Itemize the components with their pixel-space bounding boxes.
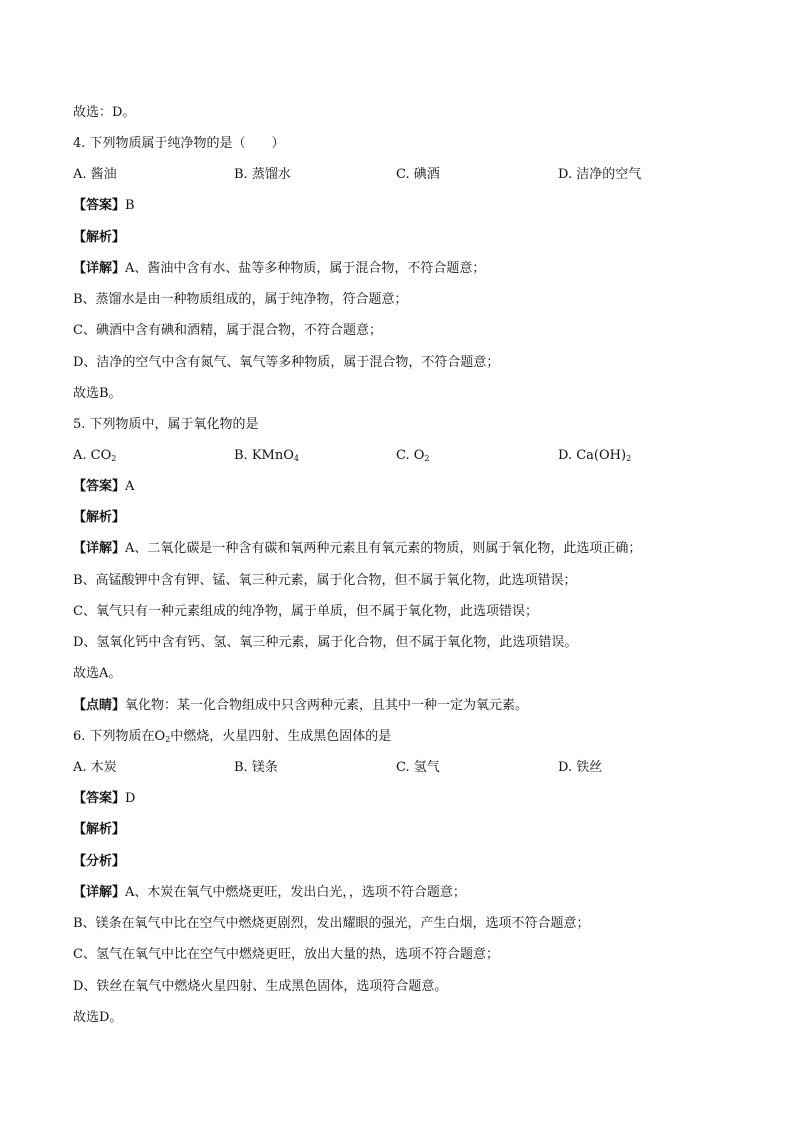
- q4-detail-c: C、碘酒中含有碘和酒精，属于混合物，不符合题意；: [73, 323, 382, 338]
- q5-option-b: [234, 447, 299, 468]
- answer-tag: 【答案】: [73, 198, 126, 213]
- q6-stem: [73, 728, 391, 749]
- q5-option-d: [558, 447, 631, 468]
- detail-tag: 【详解】: [73, 885, 126, 900]
- q4-detail-b: B、蒸馏水是由一种物质组成的，属于纯净物，符合题意；: [73, 292, 408, 307]
- q5-detail-d: D、氢氧化钙中含有钙、氢、氧三种元素，属于化合物，但不属于氧化物，此选项错误。: [73, 635, 578, 650]
- q4-option-a: A. 酱油: [73, 167, 117, 182]
- answer-value: A: [125, 479, 135, 494]
- q6-option-a: A. 木炭: [73, 760, 117, 775]
- q4-detail-d: D、洁净的空气中含有氮气、氧气等多种物质，属于混合物，不符合题意；: [73, 355, 500, 370]
- answer-tag: 【答案】: [73, 479, 126, 494]
- prev-conclusion: 故选：D。: [73, 105, 136, 120]
- q6-conclusion: 故选D。: [73, 1010, 123, 1025]
- q6-answer: [73, 790, 135, 808]
- q5-detail-a: [73, 540, 641, 558]
- q5-stem: 5. 下列物质中，属于氧化物的是: [73, 417, 259, 432]
- q5-option-a: [73, 447, 116, 468]
- q6-analysis-tag: 【解析】: [73, 822, 126, 837]
- option-text: D. Ca(OH): [558, 448, 627, 463]
- q4-option-b: B. 蒸馏水: [234, 167, 291, 182]
- q5-analysis-tag: 【解析】: [73, 510, 126, 525]
- detail-tag: 【详解】: [73, 261, 126, 276]
- stem-text: 中燃烧，火星四射、生成黑色固体的是: [170, 729, 392, 744]
- q6-detail-a: [73, 884, 466, 902]
- option-subscript: 4: [293, 454, 299, 463]
- answer-tag: 【答案】: [73, 791, 126, 806]
- q6-detail-d: D、铁丝在氧气中燃烧火星四射、生成黑色固体，选项符合题意。: [73, 979, 448, 994]
- q4-analysis-tag: 【解析】: [73, 230, 126, 245]
- q4-conclusion: 故选B。: [73, 386, 122, 401]
- option-text: A. CO: [73, 448, 112, 463]
- q4-stem: 4. 下列物质属于纯净物的是（ ）: [73, 136, 285, 151]
- option-subscript: 2: [424, 454, 430, 463]
- q5-detail-c: C、氧气只有一种元素组成的纯净物，属于单质，但不属于氧化物，此选项错误；: [73, 604, 538, 619]
- q6-detail-b: B、镁条在氧气中比在空气中燃烧更剧烈，发出耀眼的强光，产生白烟，选项不符合题意；: [73, 916, 590, 931]
- answer-value: B: [125, 198, 135, 213]
- option-text: C. O: [396, 448, 425, 463]
- q6-detail-c: C、氢气在氧气中比在空气中燃烧更旺，放出大量的热，选项不符合题意；: [73, 947, 499, 962]
- q6-option-c: C. 氢气: [396, 760, 440, 775]
- q6-option-d: D. 铁丝: [558, 760, 603, 775]
- q4-option-d: D. 洁净的空气: [558, 167, 642, 182]
- q4-option-c: C. 碘酒: [396, 167, 440, 182]
- answer-value: D: [125, 791, 136, 806]
- q6-analyze-tag: 【分析】: [73, 854, 126, 869]
- q6-option-b: B. 镁条: [234, 760, 278, 775]
- stem-subscript: 2: [165, 735, 171, 744]
- option-text: B. KMnO: [234, 448, 294, 463]
- note-tag: 【点睛】: [73, 698, 126, 713]
- q4-answer: [73, 197, 135, 215]
- detail-text: A、木炭在氧气中燃烧更旺，发出白光，，选项不符合题意；: [125, 885, 466, 900]
- q5-detail-b: B、高锰酸钾中含有钾、锰、氧三种元素，属于化合物，但不属于氧化物，此选项错误；: [73, 573, 577, 588]
- note-text: 氧化物：某一化合物组成中只含两种元素，且其中一种一定为氧元素。: [125, 698, 529, 713]
- q5-answer: [73, 478, 134, 496]
- q4-detail-a: [73, 260, 485, 278]
- option-subscript: 2: [111, 454, 117, 463]
- detail-tag: 【详解】: [73, 541, 126, 556]
- detail-text: A、二氧化碳是一种含有碳和氧两种元素且有氧元素的物质，则属于氧化物，此选项正确；: [125, 541, 642, 556]
- q5-note: [73, 697, 528, 715]
- stem-text: 6. 下列物质在O: [73, 729, 166, 744]
- detail-text: A、酱油中含有水、盐等多种物质，属于混合物，不符合题意；: [125, 261, 486, 276]
- option-subscript: 2: [626, 454, 632, 463]
- q5-option-c: [396, 447, 430, 468]
- q5-conclusion: 故选A。: [73, 666, 122, 681]
